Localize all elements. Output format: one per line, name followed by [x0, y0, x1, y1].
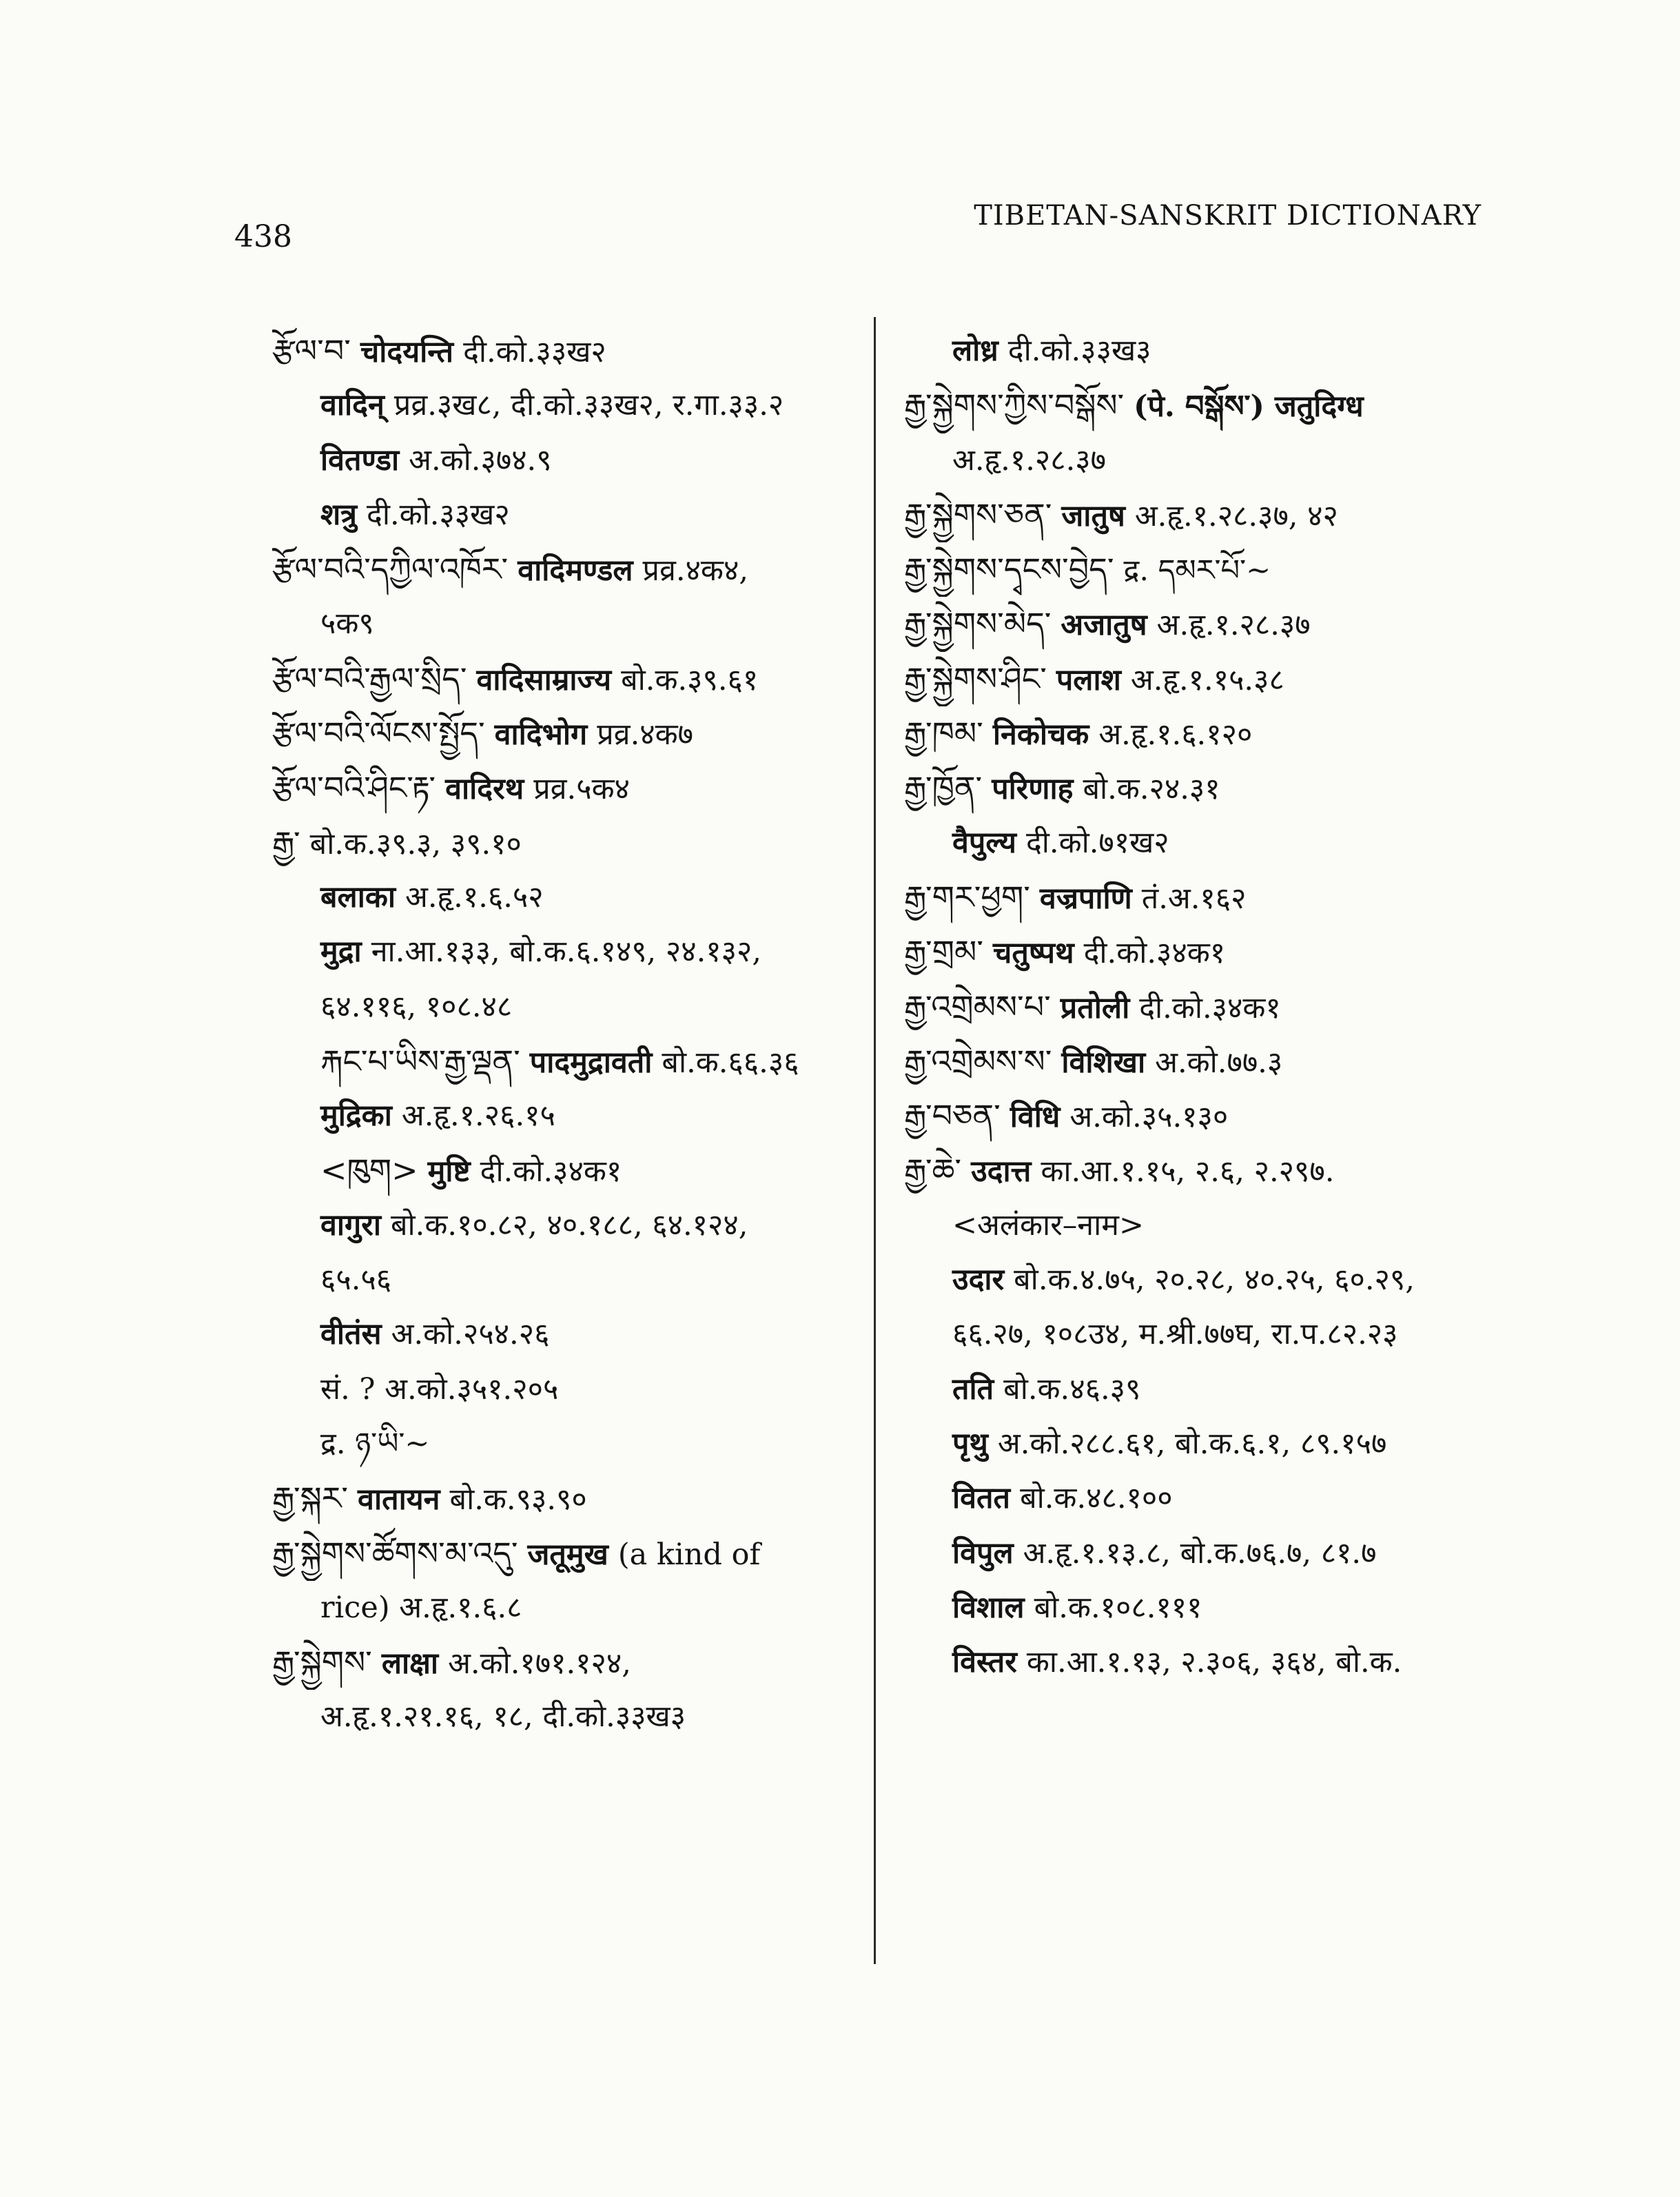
tibetan-headword: རྒྱ་སྐྱེགས་དྭངས་བྱེད་ — [904, 551, 1114, 589]
dictionary-line — [904, 652, 1524, 706]
tibetan-headword: རྒྱ་སྐྱེགས་མེད་ — [904, 605, 1052, 643]
sanskrit-equivalent: वितण्डा — [320, 442, 400, 478]
dictionary-line — [904, 1526, 1524, 1581]
dictionary-line — [904, 378, 1524, 433]
sanskrit-equivalent: पलाश — [1056, 662, 1121, 697]
tibetan-headword: རྒྱ་སྐྱེགས་ཚོགས་མ་འདུ་ — [272, 1534, 518, 1572]
sanskrit-equivalent: मुष्टि — [427, 1154, 471, 1189]
source-reference: द्र. ཉ་ཡི་~ — [320, 1426, 430, 1461]
tibetan-headword: རྒྱ་ཁྱོན་ — [904, 769, 983, 807]
dictionary-line — [904, 816, 1524, 870]
sanskrit-equivalent: पृथु — [952, 1426, 988, 1461]
tibetan-headword: རྒྱ་ཆེ་ — [904, 1152, 962, 1189]
sanskrit-equivalent: चोदयन्ति — [360, 335, 454, 369]
source-reference: अ.हृ.१.२८.३७ — [1156, 608, 1311, 643]
tibetan-headword: རྒྱ་ — [272, 824, 300, 861]
dictionary-line — [904, 433, 1524, 488]
source-reference: बो.क.१०८.१११ — [1034, 1590, 1202, 1625]
tibetan-headword: རྒྱ་གར་ཕྱག་ — [904, 878, 1030, 916]
tibetan-headword: རྒྱ་སྐྱེགས་ཤིང་ — [904, 660, 1047, 697]
dictionary-line — [272, 1034, 865, 1089]
dictionary-line — [272, 1417, 865, 1471]
source-reference: ना.आ.१३३, बो.क.६.१४९, २४.१३२, — [371, 934, 762, 970]
source-reference: बो.क.४८.१०० — [1020, 1481, 1173, 1516]
source-reference: बो.क.४६.३९ — [1003, 1371, 1141, 1407]
sanskrit-equivalent: उदार — [952, 1263, 1005, 1298]
source-reference: अ.हृ.१.२८.३७, ४२ — [1134, 498, 1338, 533]
source-reference: ६६.२७, १०८उ४, म.श्री.७७घ, रा.प.८२.२३ — [952, 1317, 1398, 1352]
dictionary-line — [904, 870, 1524, 925]
dictionary-line — [904, 1034, 1524, 1089]
source-reference: प्रव्र.४क७ — [597, 717, 694, 753]
dictionary-line — [904, 980, 1524, 1034]
sanskrit-equivalent: वीतंस — [320, 1317, 382, 1352]
source-reference: का.आ.१.१३, २.३०६, ३६४, बो.क. — [1026, 1645, 1402, 1680]
dictionary-line — [904, 1471, 1524, 1526]
dictionary-line — [272, 488, 865, 542]
dictionary-line — [272, 1362, 865, 1417]
dictionary-line — [272, 1526, 865, 1581]
sanskrit-equivalent: लाक्षा — [381, 1646, 439, 1682]
tibetan-headword: རྒྱ་འགྲེམས་པ་ — [904, 988, 1051, 1025]
source-reference: द्र. དམར་པོ་~ — [1123, 553, 1271, 589]
sanskrit-equivalent: वज्रपाणि — [1039, 881, 1132, 916]
source-reference: अ.को.२८८.६१, बो.क.६.१, ८९.१५७ — [997, 1426, 1387, 1461]
source-reference: अ.हृ.१.२१.१६, १८, दी.को.३३ख३ — [320, 1699, 686, 1735]
source-reference: दी.को.७१ख२ — [1025, 825, 1169, 860]
source-reference: अ.हृ.१.२६.१५ — [401, 1098, 555, 1134]
dictionary-line — [272, 1307, 865, 1362]
source-reference: बो.क.६६.३६ — [662, 1045, 799, 1080]
dictionary-line — [272, 433, 865, 488]
source-reference: का.आ.१.१५, २.६, २.२९७. — [1041, 1154, 1335, 1189]
dictionary-line — [272, 1471, 865, 1526]
source-reference: बो.क.४.७५, २०.२८, ४०.२५, ६०.२९, — [1014, 1263, 1415, 1298]
sanskrit-equivalent: मुद्रा — [320, 934, 362, 970]
sanskrit-equivalent: विशाल — [952, 1590, 1025, 1625]
sanskrit-equivalent: वादिसाम्राज्य — [476, 662, 612, 697]
dictionary-line — [904, 1635, 1524, 1690]
column-divider — [874, 317, 876, 1964]
sanskrit-equivalent: निकोचक — [992, 717, 1089, 753]
dictionary-line — [904, 1307, 1524, 1362]
source-reference: (a kind of — [617, 1537, 761, 1572]
sanskrit-equivalent: वादिरथ — [445, 772, 524, 807]
sanskrit-equivalent: अजातुष — [1061, 608, 1147, 643]
dictionary-line — [904, 488, 1524, 542]
source-reference: <अलंकार–नाम> — [952, 1207, 1145, 1243]
sanskrit-equivalent: विस्तर — [952, 1645, 1017, 1680]
running-head: TIBETAN-SANSKRIT DICTIONARY — [974, 200, 1482, 232]
sanskrit-equivalent: उदात्त — [971, 1154, 1032, 1189]
dictionary-line — [272, 870, 865, 925]
dictionary-line — [904, 1581, 1524, 1635]
sanskrit-equivalent: परिणाह — [992, 772, 1074, 807]
source-reference: प्रव्र.४क४, — [642, 553, 748, 589]
source-reference: अ.को.७७.३ — [1155, 1045, 1283, 1080]
source-reference: अ.हृ.१.६.१२० — [1098, 717, 1253, 753]
dictionary-line — [272, 1253, 865, 1307]
dictionary-line — [904, 1198, 1524, 1253]
source-reference: अ.हृ.१.२८.३७ — [952, 442, 1106, 478]
source-reference: अ.को.२५४.२६ — [391, 1317, 550, 1352]
dictionary-line — [904, 324, 1524, 378]
sanskrit-equivalent: जतूमुख — [527, 1537, 608, 1572]
sanskrit-equivalent: वादिमण्डल — [518, 553, 633, 589]
dictionary-line — [272, 1690, 865, 1744]
dictionary-line — [272, 816, 865, 870]
dictionary-line — [272, 1198, 865, 1253]
source-reference: अ.को.३७४.९ — [409, 442, 552, 478]
dictionary-line — [272, 652, 865, 706]
source-reference: सं. ? अ.को.३५१.२०५ — [320, 1371, 559, 1407]
dictionary-line — [272, 1581, 865, 1635]
sanskrit-equivalent: वैपुल्य — [952, 825, 1016, 860]
source-reference: दी.को.३४क१ — [480, 1154, 622, 1189]
sanskrit-equivalent: वादिन् — [320, 388, 385, 423]
tibetan-headword: རྩོལ་བ་ — [272, 332, 351, 369]
right-column — [904, 324, 1524, 1690]
dictionary-line — [272, 980, 865, 1034]
sanskrit-equivalent: विधि — [1010, 1100, 1061, 1135]
source-reference: दी.को.३४क१ — [1139, 990, 1281, 1025]
left-column — [272, 324, 865, 1745]
dictionary-line — [904, 1089, 1524, 1143]
dictionary-line — [904, 1362, 1524, 1417]
dictionary-line — [272, 1635, 865, 1690]
page-number: 438 — [234, 219, 292, 254]
tibetan-headword: རྒྱ་ཁམ་ — [904, 715, 983, 753]
source-reference: अ.हृ.१.१५.३८ — [1130, 662, 1284, 697]
source-reference: तं.अ.१६२ — [1141, 881, 1247, 916]
source-reference: rice) अ.हृ.१.६.८ — [320, 1590, 522, 1625]
sanskrit-equivalent: चतुष्पथ — [993, 936, 1074, 971]
source-reference: प्रव्र.३ख८, दी.को.३३ख२, र.गा.३३.२ — [393, 388, 784, 423]
dictionary-line — [272, 378, 865, 433]
tibetan-headword: རྒྱ་སྐྱེགས་ཀྱིས་བསྒོས་ — [904, 387, 1125, 425]
dictionary-line — [272, 1089, 865, 1143]
tibetan-headword: རྩོལ་བའི་ཤིང་རྟ་ — [272, 769, 436, 807]
dictionary-line — [904, 706, 1524, 761]
sanskrit-equivalent: पादमुद्रावती — [529, 1045, 653, 1080]
dictionary-line — [272, 761, 865, 815]
dictionary-line — [904, 1253, 1524, 1307]
sanskrit-equivalent: वातायन — [358, 1482, 440, 1518]
sanskrit-equivalent: बलाका — [320, 879, 396, 914]
source-reference: बो.क.३९.३, ३९.१० — [309, 826, 522, 861]
source-reference: बो.क.३९.६१ — [621, 662, 759, 697]
source-reference: बो.क.९३.९० — [449, 1482, 587, 1518]
sanskrit-equivalent: प्रतोली — [1060, 990, 1130, 1025]
dictionary-line — [904, 1417, 1524, 1471]
dictionary-line — [904, 761, 1524, 815]
source-reference: दी.को.३४क१ — [1083, 936, 1226, 971]
dictionary-line — [272, 706, 865, 761]
source-reference: बो.क.१०.८२, ४०.१८८, ६४.१२४, — [390, 1207, 748, 1243]
dictionary-line — [272, 597, 865, 651]
source-reference: ६४.११६, १०८.४८ — [320, 989, 513, 1024]
source-reference: अ.हृ.१.६.५२ — [405, 879, 544, 914]
dictionary-line — [272, 542, 865, 597]
dictionary-line — [904, 925, 1524, 979]
tibetan-headword: རྒྱ་གྲམ་ — [904, 933, 984, 971]
source-reference: बो.क.२४.३१ — [1083, 772, 1220, 807]
sanskrit-equivalent: विपुल — [952, 1535, 1014, 1571]
source-reference: अ.को.१७१.१२४, — [448, 1646, 631, 1682]
sanskrit-equivalent: वागुरा — [320, 1207, 381, 1243]
source-reference: दी.को.३३ख२ — [366, 497, 510, 532]
sanskrit-equivalent: वादिभोग — [494, 717, 588, 753]
sanskrit-equivalent: तति — [952, 1371, 994, 1407]
tibetan-headword: རྒྱ་བཅན་ — [904, 1097, 1001, 1135]
dictionary-line — [272, 324, 865, 378]
sanskrit-equivalent: शत्रु — [320, 497, 357, 532]
sanskrit-equivalent: मुद्रिका — [320, 1098, 392, 1134]
dictionary-line — [904, 542, 1524, 597]
tibetan-headword: རྒྱ་སྐྱེགས་ — [272, 1644, 372, 1682]
dictionary-line — [904, 597, 1524, 651]
dictionary-line — [904, 1143, 1524, 1198]
source-reference: अ.हृ.१.१३.८, बो.क.७६.७, ८१.७ — [1023, 1535, 1377, 1571]
sanskrit-equivalent: वितत — [952, 1481, 1011, 1516]
source-reference: दी.को.३३ख३ — [1007, 334, 1151, 368]
tibetan-headword: རྩོལ་བའི་དཀྱིལ་འཁོར་ — [272, 551, 509, 589]
tibetan-headword: རྒྱ་འགྲེམས་ས་ — [904, 1042, 1052, 1080]
tibetan-headword: རྩོལ་བའི་རྒྱལ་སྲིད་ — [272, 660, 467, 697]
tibetan-headword: རྩོལ་བའི་ལོངས་སྤྱོད་ — [272, 715, 485, 753]
sanskrit-equivalent: (पे. བསྒོས་) जतुदिग्ध — [1134, 389, 1364, 425]
tibetan-headword: རྐང་པ་ཡིས་རྒྱ་ལྡན་ — [320, 1042, 520, 1080]
tibetan-headword: <ཁུག> — [320, 1152, 418, 1189]
source-reference: ६५.५६ — [320, 1263, 392, 1298]
sanskrit-equivalent: जातुष — [1061, 498, 1125, 533]
tibetan-headword: རྒྱ་སྐར་ — [272, 1480, 349, 1518]
source-reference: ५क९ — [320, 606, 374, 642]
tibetan-headword: རྒྱ་སྐྱེགས་ཅན་ — [904, 495, 1052, 533]
source-reference: प्रव्र.५क४ — [533, 772, 630, 807]
source-reference: अ.को.३५.१३० — [1069, 1100, 1229, 1135]
dictionary-line — [272, 1143, 865, 1198]
sanskrit-equivalent: लोध्र — [952, 334, 998, 368]
sanskrit-equivalent: विशिखा — [1061, 1045, 1146, 1080]
source-reference: दी.को.३३ख२ — [463, 335, 606, 369]
dictionary-line — [272, 925, 865, 979]
